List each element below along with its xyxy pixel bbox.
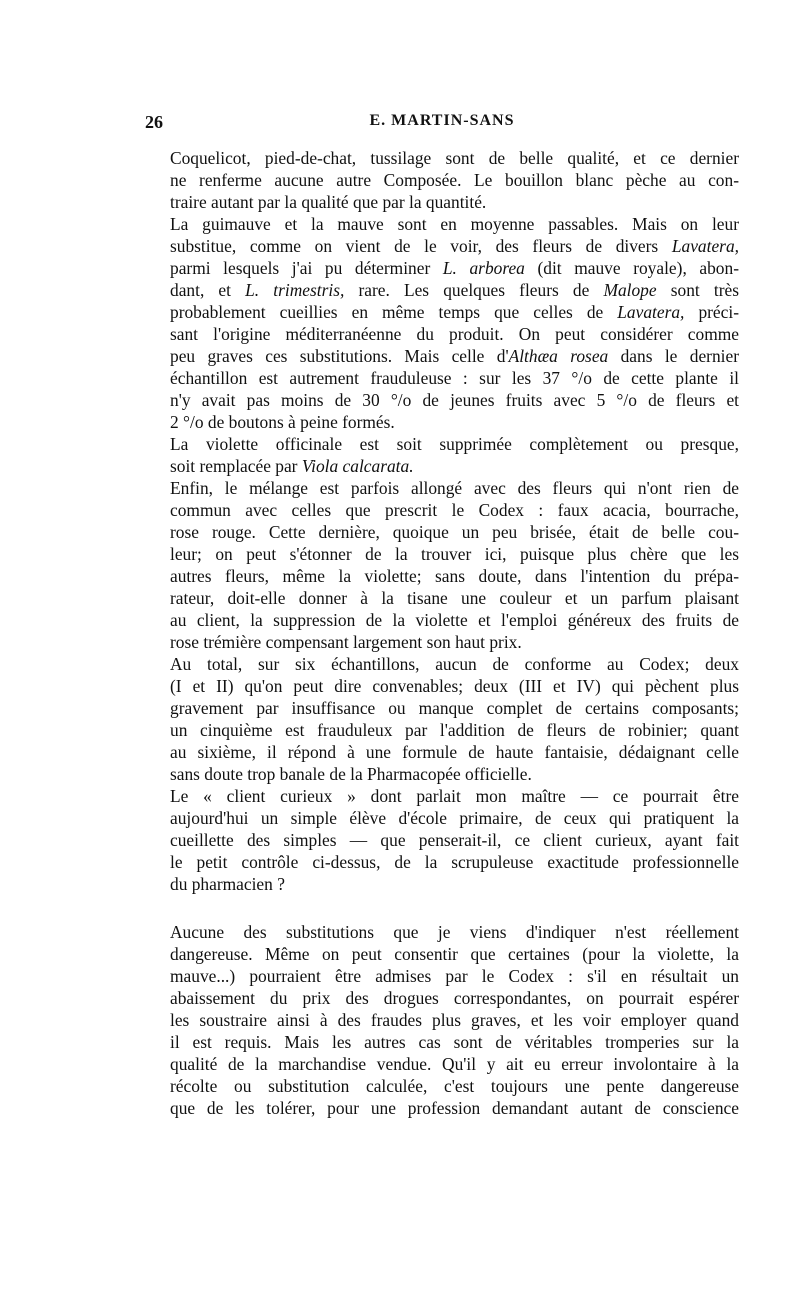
paragraph-aucune-des-substitutions	[145, 921, 739, 1119]
text-line: sant l'origine méditerranéenne du produit. On peut considérer comme	[170, 324, 739, 344]
text-line: mauve...) pourraient être admises par le Codex : s'il en résultait un	[170, 966, 739, 986]
text-line: il est requis. Mais les autres cas sont de véritables tromperies sur la	[170, 1032, 739, 1052]
paragraph-enfin	[145, 477, 739, 653]
text-line: au sixième, il répond à une formule de haute fantaisie, dédaignant celle	[170, 742, 739, 762]
text-line: traire autant par la qualité que par la quantité.	[170, 192, 487, 212]
text-line: La guimauve et la mauve sont en moyenne passables. Mais on leur	[170, 214, 739, 234]
text-line: sans doute trop banale de la Pharmacopée officielle.	[170, 764, 532, 784]
paragraph-au-total	[145, 653, 739, 785]
text-line: Aucune des substitutions que je viens d'indiquer n'est réellement	[170, 922, 739, 942]
species-name: Lavatera,	[617, 302, 685, 322]
text-line: les soustraire ainsi à des fraudes plus graves, et les voir employer quand	[170, 1010, 739, 1030]
paragraph-client-curieux	[145, 785, 739, 895]
text-line: Enfin, le mélange est parfois allongé avec des fleurs qui n'ont rien de	[170, 478, 739, 498]
text-line: Au total, sur six échantillons, aucun de conforme au Codex; deux	[170, 654, 739, 674]
species-name: Althæa rosea	[508, 346, 609, 366]
text-line: 2 °/o de boutons à peine formés.	[170, 412, 395, 432]
species-name: Viola calcarata.	[301, 456, 414, 476]
text-line: (I et II) qu'on peut dire convenables; deux (III et IV) qui pèchent plus	[170, 676, 739, 696]
text-line: un cinquième est frauduleux par l'addition de fleurs de robinier; quant	[170, 720, 739, 740]
text-line: commun avec celles que prescrit le Codex : faux acacia, bourrache,	[170, 500, 739, 520]
section-break	[145, 895, 739, 921]
text-line: autres fleurs, même la violette; sans doute, dans l'intention du prépa-	[170, 566, 739, 586]
species-name: L. trimestris,	[245, 280, 345, 300]
text-line: n'y avait pas moins de 30 °/o de jeunes fruits avec 5 °/o de fleurs et	[170, 390, 739, 410]
text-line: La violette officinale est soit supprimée complètement ou presque,	[170, 434, 739, 454]
text-line: cueillette des simples — que penserait-il, ce client curieux, ayant fait	[170, 830, 739, 850]
paragraph-coquelicot	[145, 147, 739, 213]
text-line: abaissement du prix des drogues correspondantes, on pourrait espérer	[170, 988, 739, 1008]
page-number: 26	[145, 112, 163, 132]
text-line: soit remplacée par Viola calcarata.	[170, 456, 414, 476]
paragraph-guimauve	[145, 213, 739, 433]
text-line: dangereuse. Même on peut consentir que certaines (pour la violette, la	[170, 944, 739, 964]
text-line: aujourd'hui un simple élève d'école primaire, de ceux qui pratiquent la	[170, 808, 739, 828]
text-line: rose trémière compensant largement son haut prix.	[170, 632, 522, 652]
text-line: qualité de la marchandise vendue. Qu'il y ait eu erreur involontaire à la	[170, 1054, 739, 1074]
text-line: Coquelicot, pied-de-chat, tussilage sont de belle qualité, et ce dernier	[170, 148, 739, 168]
text-line: le petit contrôle ci-dessus, de la scrupuleuse exactitude professionnelle	[170, 852, 739, 872]
text-line: Le « client curieux » dont parlait mon maître — ce pourrait être	[170, 786, 739, 806]
species-name: Malope	[603, 280, 657, 300]
text-line: au client, la suppression de la violette et l'emploi généreux des fruits de	[170, 610, 739, 630]
text-line: leur; on peut s'étonner de la trouver ici, puisque plus chère que les	[170, 544, 739, 564]
page-header	[145, 112, 739, 136]
text-line: peu graves ces substitutions. Mais celle d'Althæa rosea dans le dernier	[170, 346, 739, 366]
text-line: que de les tolérer, pour une profession demandant autant de conscience	[170, 1098, 739, 1118]
text-line: ne renferme aucune autre Composée. Le bouillon blanc pèche au con-	[170, 170, 739, 190]
species-name: L. arborea	[442, 258, 525, 278]
text-line: gravement par insuffisance ou manque complet de certains composants;	[170, 698, 739, 718]
body-text	[145, 147, 739, 1119]
text-line: récolte ou substitution calculée, c'est toujours une pente dangereuse	[170, 1076, 739, 1096]
running-head: E. MARTIN-SANS	[369, 112, 515, 129]
paragraph-violette	[145, 433, 739, 477]
species-name: Lavatera,	[671, 236, 739, 256]
text-line: dant, et L. trimestris, rare. Les quelques fleurs de Malope sont très	[170, 280, 739, 300]
text-line: du pharmacien ?	[170, 874, 285, 894]
text-line: probablement cueillies en même temps que celles de Lavatera, préci-	[170, 302, 739, 322]
text-line: substitue, comme on vient de le voir, des fleurs de divers Lavatera,	[170, 236, 739, 256]
text-line: rateur, doit-elle donner à la tisane une couleur et un parfum plaisant	[170, 588, 739, 608]
text-line: parmi lesquels j'ai pu déterminer L. arborea (dit mauve royale), abon-	[170, 258, 739, 278]
text-line: échantillon est autrement frauduleuse : sur les 37 °/o de cette plante il	[170, 368, 739, 388]
text-line: rose rouge. Cette dernière, quoique un peu brisée, était de belle cou-	[170, 522, 739, 542]
